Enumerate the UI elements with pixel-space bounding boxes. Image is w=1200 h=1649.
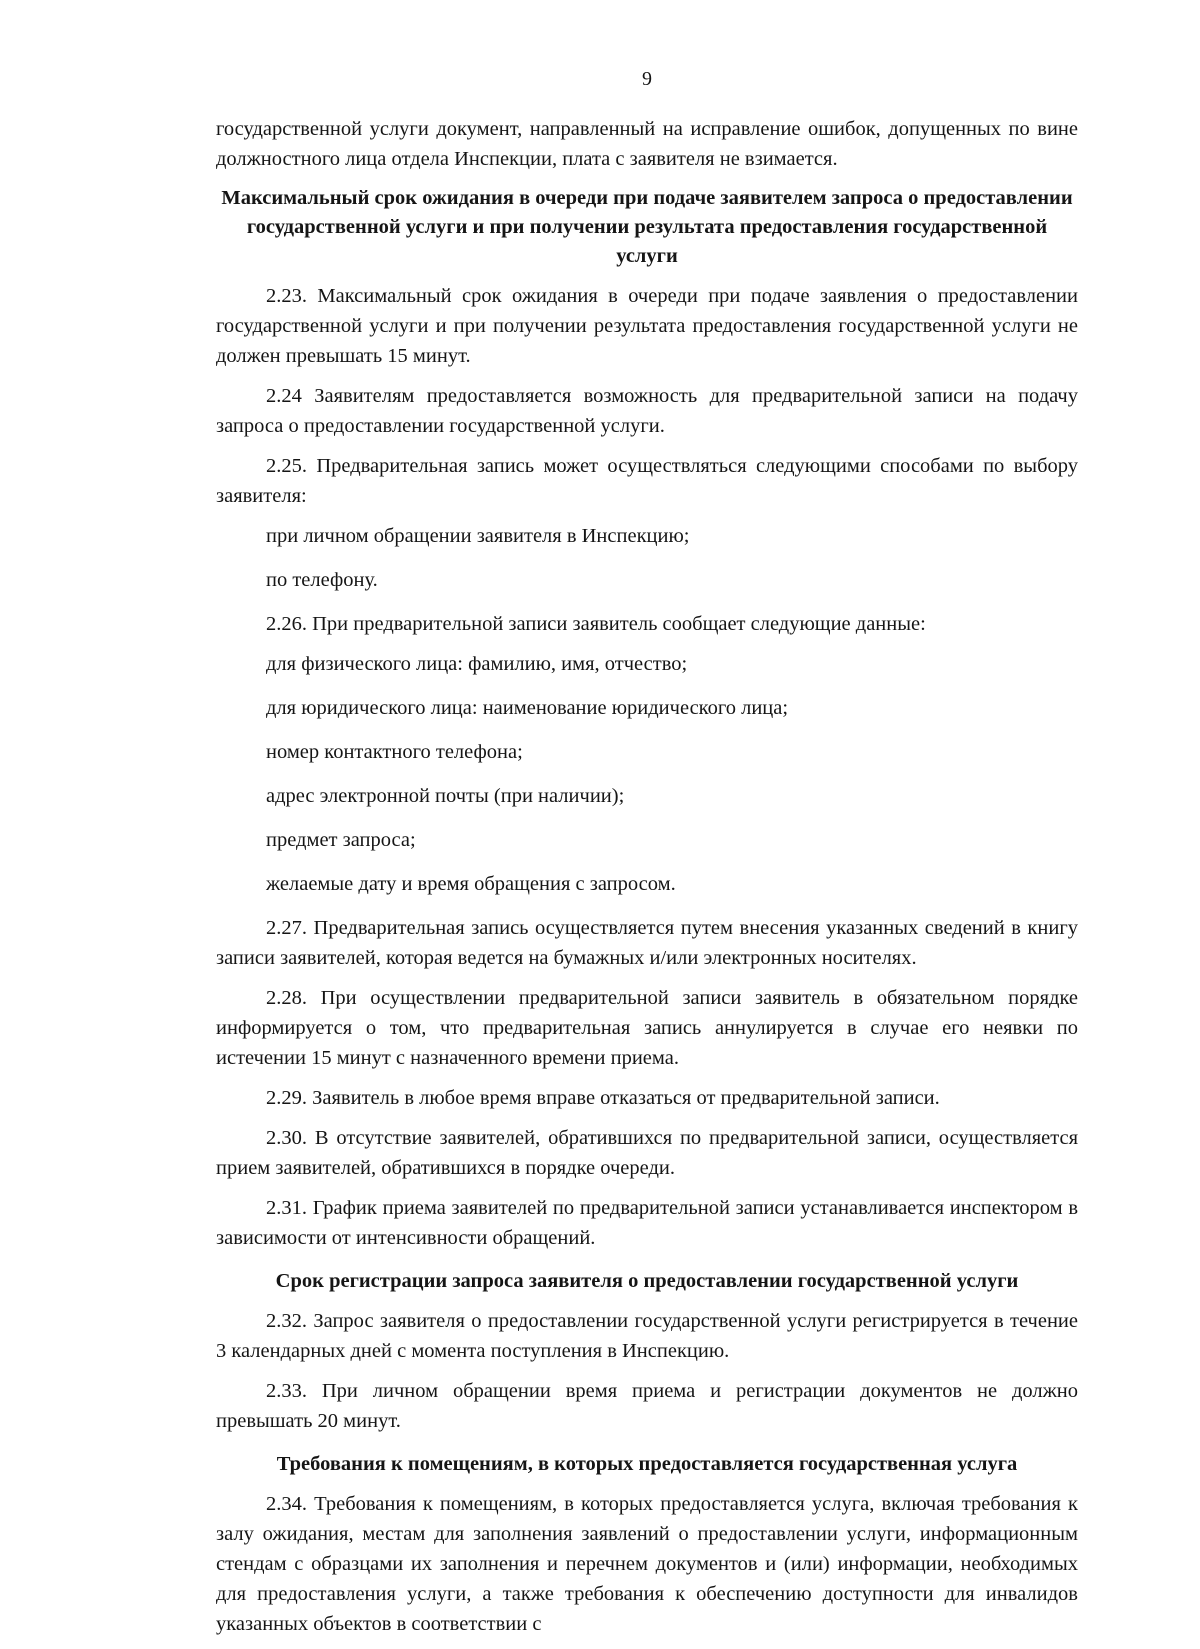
list-item: при личном обращении заявителя в Инспекцию; [266,525,690,547]
paragraph-2-28: 2.28. При осуществлении предварительной записи заявитель в обязательном порядке информируется о том, что предварительная запись аннулируется в случае его неявки по истечении 15 минут с назначенного времени приема. [216,987,1078,1069]
section-heading-premises-requirements: Требования к помещениям, в которых предоставляется государственная услуга [276,1453,1018,1475]
paragraph-2-32: 2.32. Запрос заявителя о предоставлении государственной услуги регистрируется в течение 3 календарных дней с момента поступления в Инспекцию. [216,1310,1078,1362]
paragraph-2-25: 2.25. Предварительная запись может осуществляться следующими способами по выбору заявителя: [216,455,1078,507]
list-item: желаемые дату и время обращения с запросом. [266,873,676,895]
paragraph-2-34: 2.34. Требования к помещениям, в которых предоставляется услуга, включая требования к залу ожидания, местам для заполнения заявлений о предоставлении услуги, информационным стендам с образцами их заполнения и перечнем документов и (или) информации, необходимых для предоставления услуги, а также требования к обеспечению доступности для инвалидов указанных объектов в соответствии с [216,1493,1078,1635]
section-heading-queue-time: Максимальный срок ожидания в очереди при подаче заявителем запроса о предоставлении государственной услуги и при получении результата предоставления государственной услуги [221,187,1073,267]
paragraph-2-29: 2.29. Заявитель в любое время вправе отказаться от предварительной записи. [266,1087,940,1109]
page-number: 9 [642,68,652,90]
list-item: адрес электронной почты (при наличии); [266,785,625,807]
list-item: номер контактного телефона; [266,741,523,763]
paragraph-2-24: 2.24 Заявителям предоставляется возможность для предварительной записи на подачу запроса о предоставлении государственной услуги. [216,385,1078,437]
paragraph-2-27: 2.27. Предварительная запись осуществляется путем внесения указанных сведений в книгу записи заявителей, которая ведется на бумажных и/или электронных носителях. [216,917,1078,969]
document-page [216,64,1078,1649]
paragraph-2-33: 2.33. При личном обращении время приема и регистрации документов не должно превышать 20 минут. [216,1380,1078,1432]
section-heading-registration-term: Срок регистрации запроса заявителя о предоставлении государственной услуги [275,1270,1019,1292]
paragraph-2-31: 2.31. График приема заявителей по предварительной записи устанавливается инспектором в зависимости от интенсивности обращений. [216,1197,1078,1249]
list-item: предмет запроса; [266,829,416,851]
list-item: для физического лица: фамилию, имя, отчество; [266,653,688,675]
paragraph-2-23: 2.23. Максимальный срок ожидания в очереди при подаче заявления о предоставлении государственной услуги и при получении результата предоставления государственной услуги не должен превышать 15 минут. [216,285,1078,367]
list-item: для юридического лица: наименование юридического лица; [266,697,789,719]
intro-paragraph: государственной услуги документ, направленный на исправление ошибок, допущенных по вине должностного лица отдела Инспекции, плата с заявителя не взимается. [216,118,1078,170]
paragraph-2-30: 2.30. В отсутствие заявителей, обратившихся по предварительной записи, осуществляется прием заявителей, обратившихся в порядке очереди. [216,1127,1078,1179]
paragraph-2-26: 2.26. При предварительной записи заявитель сообщает следующие данные: [266,613,926,635]
list-item: по телефону. [266,569,378,591]
